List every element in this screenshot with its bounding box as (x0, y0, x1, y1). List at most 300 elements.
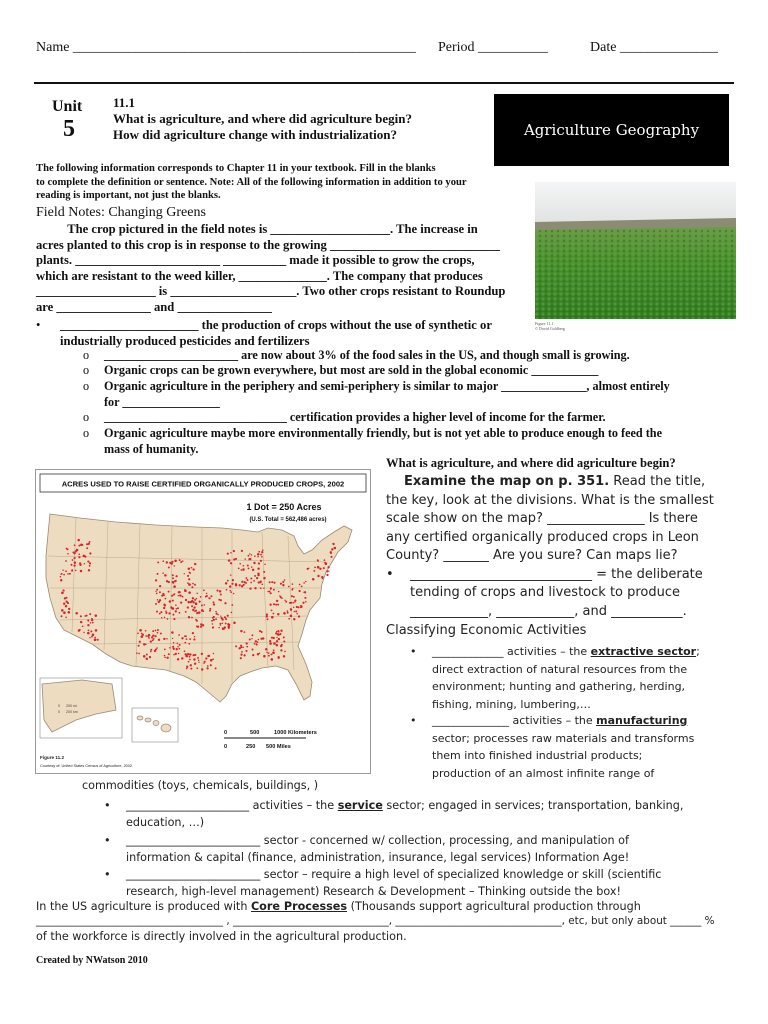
acre-dot (194, 636, 195, 637)
acre-dot (75, 570, 77, 572)
acre-dot (239, 584, 241, 586)
acre-dot (74, 557, 76, 559)
acre-dot (180, 602, 182, 604)
credit-line: Created by NWatson 2010 (36, 955, 148, 966)
header-rule (34, 82, 734, 84)
primary-activities-bullet (410, 643, 735, 713)
activity-text: production of an almost infinite range of (432, 766, 655, 780)
acre-dot (280, 630, 282, 632)
acre-dot (249, 558, 251, 560)
acre-dot (250, 582, 252, 584)
acre-dot (266, 613, 268, 615)
acre-dot (334, 547, 337, 550)
acre-dot (159, 591, 161, 593)
acre-dot (164, 655, 166, 657)
acre-dot (291, 595, 293, 597)
acre-dot (232, 579, 234, 581)
acre-dot (305, 581, 307, 583)
acre-dot (275, 604, 277, 606)
acre-dot (188, 661, 190, 663)
acre-dot (162, 572, 164, 574)
acre-dot (137, 632, 139, 634)
acre-dot (196, 667, 198, 669)
acre-dot (263, 655, 266, 658)
acre-dot (176, 648, 178, 650)
acre-dot (251, 554, 252, 555)
acre-dot (242, 568, 245, 571)
acre-dot (220, 624, 222, 626)
acre-dot (249, 553, 250, 554)
acre-dot (172, 638, 173, 639)
acre-dot (64, 597, 66, 599)
acre-dot (271, 610, 273, 612)
acre-dot (209, 597, 211, 599)
acre-dot (95, 629, 98, 632)
unit-number: 5 (63, 116, 75, 142)
acre-dot (298, 590, 300, 592)
acre-dot (330, 556, 332, 558)
acre-dot (243, 654, 245, 656)
secondary-activities-bullet (410, 712, 735, 782)
acre-dot (257, 553, 260, 556)
crop-field-photo (535, 182, 736, 319)
acre-dot (194, 563, 196, 565)
acre-dot (199, 601, 201, 603)
agriculture-definition-bullet (386, 566, 731, 622)
commodities-line: commodities (toys, chemicals, buildings, ) (82, 779, 319, 792)
acre-dot (180, 561, 182, 563)
acre-dot (253, 562, 255, 564)
acre-dot (292, 602, 294, 604)
acre-dot (141, 635, 144, 638)
acre-dot (217, 614, 218, 615)
acre-dot (213, 653, 214, 654)
acre-dot (172, 646, 174, 648)
acre-dot (227, 580, 229, 582)
sub-item (83, 410, 723, 426)
acre-dot (264, 577, 266, 579)
map-title: ACRES USED TO RAISE CERTIFIED ORGANICALLY PRODUCED CROPS, 2002 (61, 479, 345, 489)
acre-dot (260, 554, 262, 556)
title-badge (494, 94, 729, 166)
acre-dot (65, 605, 67, 607)
acre-dot (267, 618, 269, 620)
acre-dot (240, 645, 242, 647)
bullet-marker: • (386, 566, 394, 582)
acre-dot (175, 653, 177, 655)
acre-dot (256, 577, 258, 579)
activity-text: ; (696, 645, 700, 658)
acre-dot (89, 562, 91, 564)
acre-dot (222, 623, 223, 624)
acre-dot (256, 644, 258, 646)
acre-dot (178, 648, 180, 650)
acre-dot (192, 609, 194, 611)
acre-dot (235, 558, 237, 560)
acre-dot (283, 636, 285, 638)
acre-dot (180, 595, 182, 597)
acre-dot (240, 657, 242, 659)
acre-dot (63, 574, 65, 576)
acre-dot (218, 599, 220, 601)
acre-dot (224, 616, 226, 618)
acre-dot (255, 640, 257, 642)
acre-dot (203, 610, 205, 612)
acre-dot (251, 648, 253, 650)
bullet-marker: • (104, 799, 111, 812)
acre-dot (271, 653, 273, 655)
acre-dot (331, 548, 333, 550)
acre-dot (173, 585, 176, 588)
scale-label: 500 (250, 730, 260, 736)
acre-dot (203, 590, 204, 591)
acre-dot (248, 567, 250, 569)
acre-dot (254, 555, 256, 557)
acre-dot (276, 637, 277, 638)
acre-dot (157, 573, 159, 575)
activity-text: direct extraction of natural resources from the (432, 662, 688, 676)
acre-dot (263, 587, 264, 588)
map-question-line: County? _______ Are you sure? Can maps lie? (386, 548, 678, 563)
photo-caption (535, 321, 565, 331)
acre-dot (257, 574, 259, 576)
acre-dot (296, 613, 298, 615)
acre-dot (148, 634, 151, 637)
acre-dot (276, 644, 278, 646)
acre-dot (164, 604, 166, 606)
acre-dot (230, 591, 232, 593)
acre-dot (80, 543, 83, 546)
acre-dot (212, 658, 214, 660)
acre-dot (73, 564, 75, 566)
acre-dot (84, 563, 85, 564)
acre-dot (282, 584, 284, 586)
acre-dot (272, 651, 275, 654)
acre-dot (251, 566, 252, 567)
acre-dot (164, 649, 166, 651)
acre-dot (235, 584, 237, 586)
acre-dot (229, 585, 231, 587)
acre-dot (300, 606, 302, 608)
acre-dot (189, 659, 191, 661)
acre-dot (60, 615, 62, 617)
acre-dot (187, 601, 189, 603)
acre-dot (206, 593, 208, 595)
acre-dot (159, 585, 161, 587)
acre-dot (224, 602, 226, 604)
acre-dot (92, 633, 95, 636)
activity-text: ________________________ sector – require a high level of specialized knowledge or skill (scientific (126, 868, 662, 881)
acre-dot (87, 632, 90, 635)
acre-dot (181, 657, 183, 659)
acre-dot (285, 601, 287, 603)
acre-dot (94, 637, 96, 639)
acre-dot (188, 591, 191, 594)
acre-dot (317, 575, 319, 577)
activity-text: _____________ activities – the (432, 645, 591, 658)
acre-dot (184, 642, 186, 644)
acre-dot (156, 611, 158, 613)
acre-dot (271, 658, 274, 661)
acre-dot (184, 589, 185, 590)
acre-dot (251, 638, 252, 639)
acre-dot (284, 600, 285, 601)
quaternary-activities-bullet (104, 832, 734, 867)
acre-dot (213, 619, 215, 621)
acre-dot (276, 631, 278, 633)
acre-dot (163, 638, 165, 640)
acre-dot (326, 574, 328, 576)
acre-dot (158, 601, 160, 603)
period-field: Period __________ (438, 40, 549, 55)
acre-dot (211, 595, 213, 597)
acre-dot (207, 655, 209, 657)
acre-dot (216, 590, 218, 592)
acre-dot (178, 591, 180, 593)
sub-item (83, 426, 723, 457)
acre-dot (235, 645, 237, 647)
acre-dot (275, 632, 277, 634)
acre-dot (82, 625, 84, 627)
acre-dot (278, 631, 280, 633)
acre-dot (87, 619, 89, 621)
paragraph-text: (Thousands support agricultural production through (347, 900, 641, 913)
acre-dot (213, 603, 215, 605)
paragraph-line: ___________________ is ____________________. Two other crops resistant to Roundup (36, 284, 506, 298)
acre-dot (68, 611, 71, 614)
acre-dot (270, 592, 272, 594)
acre-dot (155, 630, 157, 632)
acre-dot (169, 562, 171, 564)
acre-dot (61, 592, 64, 595)
acre-dot (88, 543, 90, 545)
acre-dot (197, 626, 199, 628)
acre-dot (196, 593, 198, 595)
bullet-line: industrially produced pesticides and fertilizers (60, 333, 310, 348)
acre-dot (164, 657, 166, 659)
acre-dot (233, 550, 235, 552)
acre-dot (327, 566, 329, 568)
definition-line: tending of crops and livestock to produce (410, 585, 681, 600)
name-field: Name _________________________________________________ (36, 40, 416, 55)
acre-dot (186, 668, 188, 670)
bullet-line: ______________________ the production of crops without the use of synthetic or (60, 318, 492, 332)
map-question-line: the key, look at the divisions. What is the smallest (386, 492, 714, 508)
acre-dot (246, 579, 248, 581)
acre-dot (63, 611, 66, 614)
acre-dot (65, 560, 67, 562)
acre-dot (269, 604, 271, 606)
acre-dot (241, 581, 243, 583)
acre-dot (172, 614, 174, 616)
acre-dot (61, 573, 63, 575)
acre-dot (153, 638, 155, 640)
acre-dot (90, 622, 92, 624)
acre-dot (194, 599, 196, 601)
acre-dot (191, 617, 193, 619)
acre-dot (176, 608, 178, 610)
acre-dot (177, 646, 179, 648)
acre-dot (136, 652, 138, 654)
acre-dot (80, 615, 82, 617)
acre-dot (241, 651, 243, 653)
bullet-marker: • (410, 645, 417, 658)
acre-dot (80, 570, 83, 573)
acre-dot (330, 553, 332, 555)
acre-dot (262, 637, 264, 639)
acre-dot (260, 587, 262, 589)
sub-marker: o (83, 410, 90, 424)
acre-dot (241, 569, 243, 571)
acre-dot (221, 617, 223, 619)
acre-dot (185, 599, 187, 601)
acre-dot (185, 611, 187, 613)
acre-dot (184, 573, 185, 574)
acre-dot (193, 638, 195, 640)
acre-dot (202, 624, 204, 626)
acre-dot (273, 613, 275, 615)
core-processes-paragraph (36, 899, 736, 944)
acre-dot (212, 626, 214, 628)
scale-label: 500 Miles (266, 744, 291, 750)
acre-dot (174, 560, 177, 563)
map-courtesy: Courtesy of: United States Census of Agriculture, 2002 (40, 764, 133, 768)
acre-dot (179, 612, 180, 613)
acre-dot (262, 549, 264, 551)
us-mainland-shape (46, 514, 352, 702)
acre-dot (198, 660, 200, 662)
paragraph-line: which are resistant to the weed killer, ______________. The company that produces (36, 268, 483, 283)
acre-dot (90, 630, 92, 632)
acre-dot (145, 658, 147, 660)
acre-dot (187, 582, 189, 584)
acre-dot (273, 642, 276, 645)
map-question-line: Read the title, (609, 474, 706, 489)
acre-dot (269, 640, 271, 642)
acre-dot (277, 613, 279, 615)
acre-dot (210, 660, 212, 662)
acre-dot (187, 575, 189, 577)
section-heading (113, 95, 412, 143)
bullet-marker: • (36, 318, 41, 332)
acre-dot (91, 618, 93, 620)
acre-dot (228, 625, 230, 627)
acre-dot (209, 608, 211, 610)
acre-dot (266, 652, 268, 654)
acre-dot (254, 643, 256, 645)
acre-dot (166, 561, 168, 563)
acre-dot (317, 566, 320, 569)
field-notes-paragraph (36, 222, 514, 315)
acre-dot (252, 569, 254, 571)
acre-dot (290, 608, 292, 610)
paragraph-text: In the US agriculture is produced with (36, 900, 251, 913)
paragraph-line: are _______________ and _______________ (36, 299, 272, 314)
instructions-note (36, 162, 508, 203)
acre-dot (192, 568, 194, 570)
acre-dot (175, 604, 177, 606)
acre-dot (189, 638, 191, 640)
acre-dot (261, 551, 263, 553)
acre-dot (150, 640, 152, 642)
acre-dot (171, 561, 173, 563)
quinary-activities-bullet (104, 866, 734, 901)
acre-dot (288, 618, 290, 620)
acre-dot (244, 558, 245, 559)
acre-dot (210, 664, 212, 666)
acre-dot (171, 631, 174, 634)
acre-dot (241, 585, 243, 587)
acre-dot (198, 662, 199, 663)
acre-dot (177, 658, 179, 660)
acre-dot (302, 602, 304, 604)
acre-dot (166, 638, 168, 640)
acre-dot (201, 653, 203, 655)
acre-dot (92, 622, 94, 624)
sub-item-text: ______________________________ certification provides a higher level of income for the farmer. (104, 410, 606, 424)
acre-dot (269, 581, 271, 583)
acre-dot (278, 638, 280, 640)
activity-text: them into finished industrial products; (432, 749, 643, 762)
acre-dot (273, 649, 275, 651)
acre-dot (328, 570, 329, 571)
acre-dot (200, 596, 202, 598)
acre-dot (290, 602, 292, 604)
acre-dot (168, 567, 170, 569)
acre-dot (63, 603, 65, 605)
acre-dot (241, 550, 243, 552)
paragraph-line: acres planted to this crop is in response to the growing ___________________________ (36, 237, 501, 252)
bullet-marker: • (104, 834, 111, 847)
acre-dot (268, 655, 270, 657)
acre-dot (163, 607, 165, 609)
acre-dot (66, 548, 68, 550)
acre-dot (72, 559, 74, 561)
acre-dot (86, 547, 88, 549)
definition-line: ____________, ____________, and ___________. (410, 603, 687, 619)
acre-dot (94, 639, 97, 642)
acre-dot (321, 576, 324, 579)
acre-dot (273, 582, 275, 584)
acre-dot (304, 591, 306, 593)
acre-dot (192, 632, 194, 634)
core-processes-term: Core Processes (250, 900, 348, 913)
acre-dot (287, 610, 289, 612)
acre-dot (164, 617, 166, 619)
acre-dot (287, 612, 289, 614)
acre-dot (264, 564, 266, 566)
acre-dot (188, 643, 190, 645)
acre-dot (89, 565, 91, 567)
acre-dot (294, 611, 295, 612)
acre-dot (242, 646, 244, 648)
acre-dot (75, 612, 78, 615)
scale-label: 1000 Kilometers (274, 730, 317, 736)
acre-dot (194, 663, 196, 665)
acre-dot (187, 653, 189, 655)
acre-dot (188, 616, 190, 618)
acre-dot (273, 589, 275, 591)
acre-dot (160, 633, 162, 635)
acre-dot (257, 556, 258, 557)
acre-dot (200, 626, 202, 628)
acre-dot (152, 630, 154, 632)
acre-dot (193, 658, 195, 660)
acre-dot (79, 629, 81, 631)
acre-dot (179, 559, 181, 561)
acre-dot (67, 553, 69, 555)
acre-dot (225, 622, 227, 624)
